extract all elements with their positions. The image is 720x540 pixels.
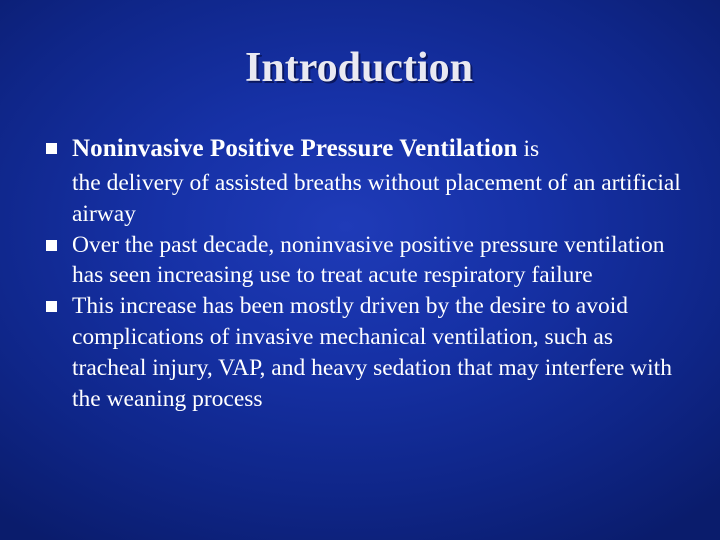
bullet-item-2 [46,230,686,292]
bullet-1-first-line [72,130,686,168]
square-bullet-icon [46,240,57,251]
bullet-item-1 [46,130,686,230]
bullet-2-text: Over the past decade, noninvasive positive pressure ventilation has seen increasing use to treat acute respiratory failure [72,231,665,289]
slide-title: Introduction [245,45,473,91]
bullet-1-rest: the delivery of assisted breaths without placement of an artificial airway [72,170,681,227]
bullet-item-3 [46,291,686,414]
bullet-1-lead-tail: is [517,136,540,162]
square-bullet-icon [46,301,57,312]
bullet-list [46,130,686,414]
square-bullet-icon [46,143,57,154]
bullet-3-text: This increase has been mostly driven by the desire to avoid complications of invasive mechanical ventilation, such as tracheal injury, VAP, and heavy sedation that may interfere with the weaning process [72,293,672,412]
bullet-1-lead: Noninvasive Positive Pressure Ventilation [72,135,518,162]
